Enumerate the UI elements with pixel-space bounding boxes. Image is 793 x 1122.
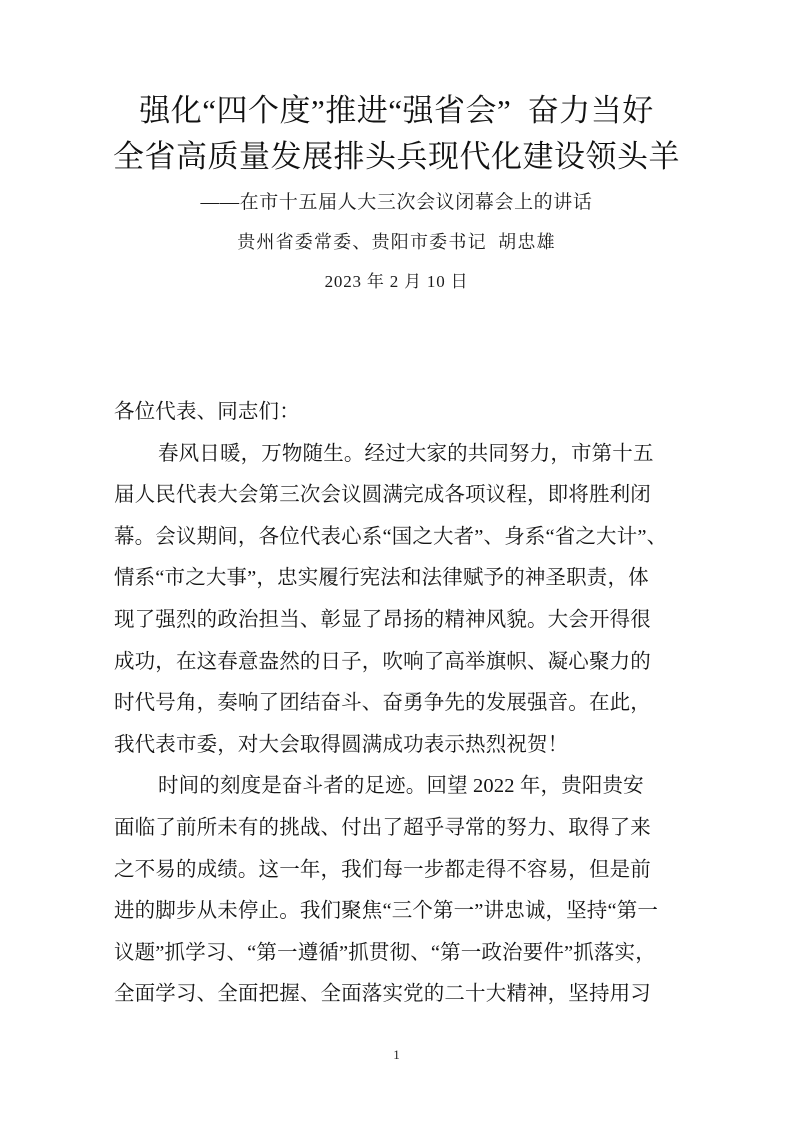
- paragraph-line: 现了强烈的政治担当、彰显了昂扬的精神风貌。大会开得很: [114, 608, 651, 631]
- paragraph-line: 全面学习、全面把握、全面落实党的二十大精神，坚持用习: [114, 983, 651, 1006]
- paragraph-line: 我代表市委，对大会取得圆满成功表示热烈祝贺！: [114, 733, 569, 756]
- document-title-line-2: 全省高质量发展排头兵现代化建设领头羊: [113, 139, 680, 174]
- paragraph-line: 议题”抓学习、“第一遵循”抓贯彻、“第一政治要件”抓落实，: [114, 941, 656, 964]
- paragraph-line: 幕。会议期间，各位代表心系“国之大者”、身系“省之大计”、: [114, 525, 668, 548]
- document-header: [0, 88, 793, 296]
- document-title-line-1: 强化“四个度”推进“强省会” 奋力当好: [139, 93, 654, 128]
- paragraph-line: 成功，在这春意盎然的日子，吹响了高举旗帜、凝心聚力的: [114, 650, 651, 673]
- paragraph-line: 时间的刻度是奋斗者的足迹。回望 2022 年，贵阳贵安: [158, 775, 644, 798]
- paragraph-line: 春风日暖，万物随生。经过大家的共同努力，市第十五: [158, 442, 654, 465]
- paragraph-line: 情系“市之大事”，忠实履行宪法和法律赋予的神圣职责，体: [114, 567, 649, 590]
- paragraph-line: 进的脚步从未停止。我们聚焦“三个第一”讲忠诚，坚持“第一: [114, 900, 658, 923]
- paragraph-line: 届人民代表大会第三次会议圆满完成各项议程，即将胜利闭: [114, 484, 651, 507]
- document-body: [114, 392, 680, 1016]
- page-number: 1: [393, 1047, 400, 1062]
- paragraph-line: 之不易的成绩。这一年，我们每一步都走得不容易，但是前: [114, 858, 651, 881]
- document-date: 2023 年 2 月 10 日: [324, 272, 469, 291]
- document-byline: 贵州省委常委、贵阳市委书记 胡忠雄: [237, 232, 556, 252]
- salutation: 各位代表、同志们：: [114, 401, 300, 423]
- document-subtitle: ——在市十五届人大三次会议闭幕会上的讲话: [200, 192, 593, 213]
- paragraph-line: 面临了前所未有的挑战、付出了超乎寻常的努力、取得了来: [114, 816, 651, 839]
- paragraph-line: 时代号角，奏响了团结奋斗、奋勇争先的发展强音。在此，: [114, 692, 651, 715]
